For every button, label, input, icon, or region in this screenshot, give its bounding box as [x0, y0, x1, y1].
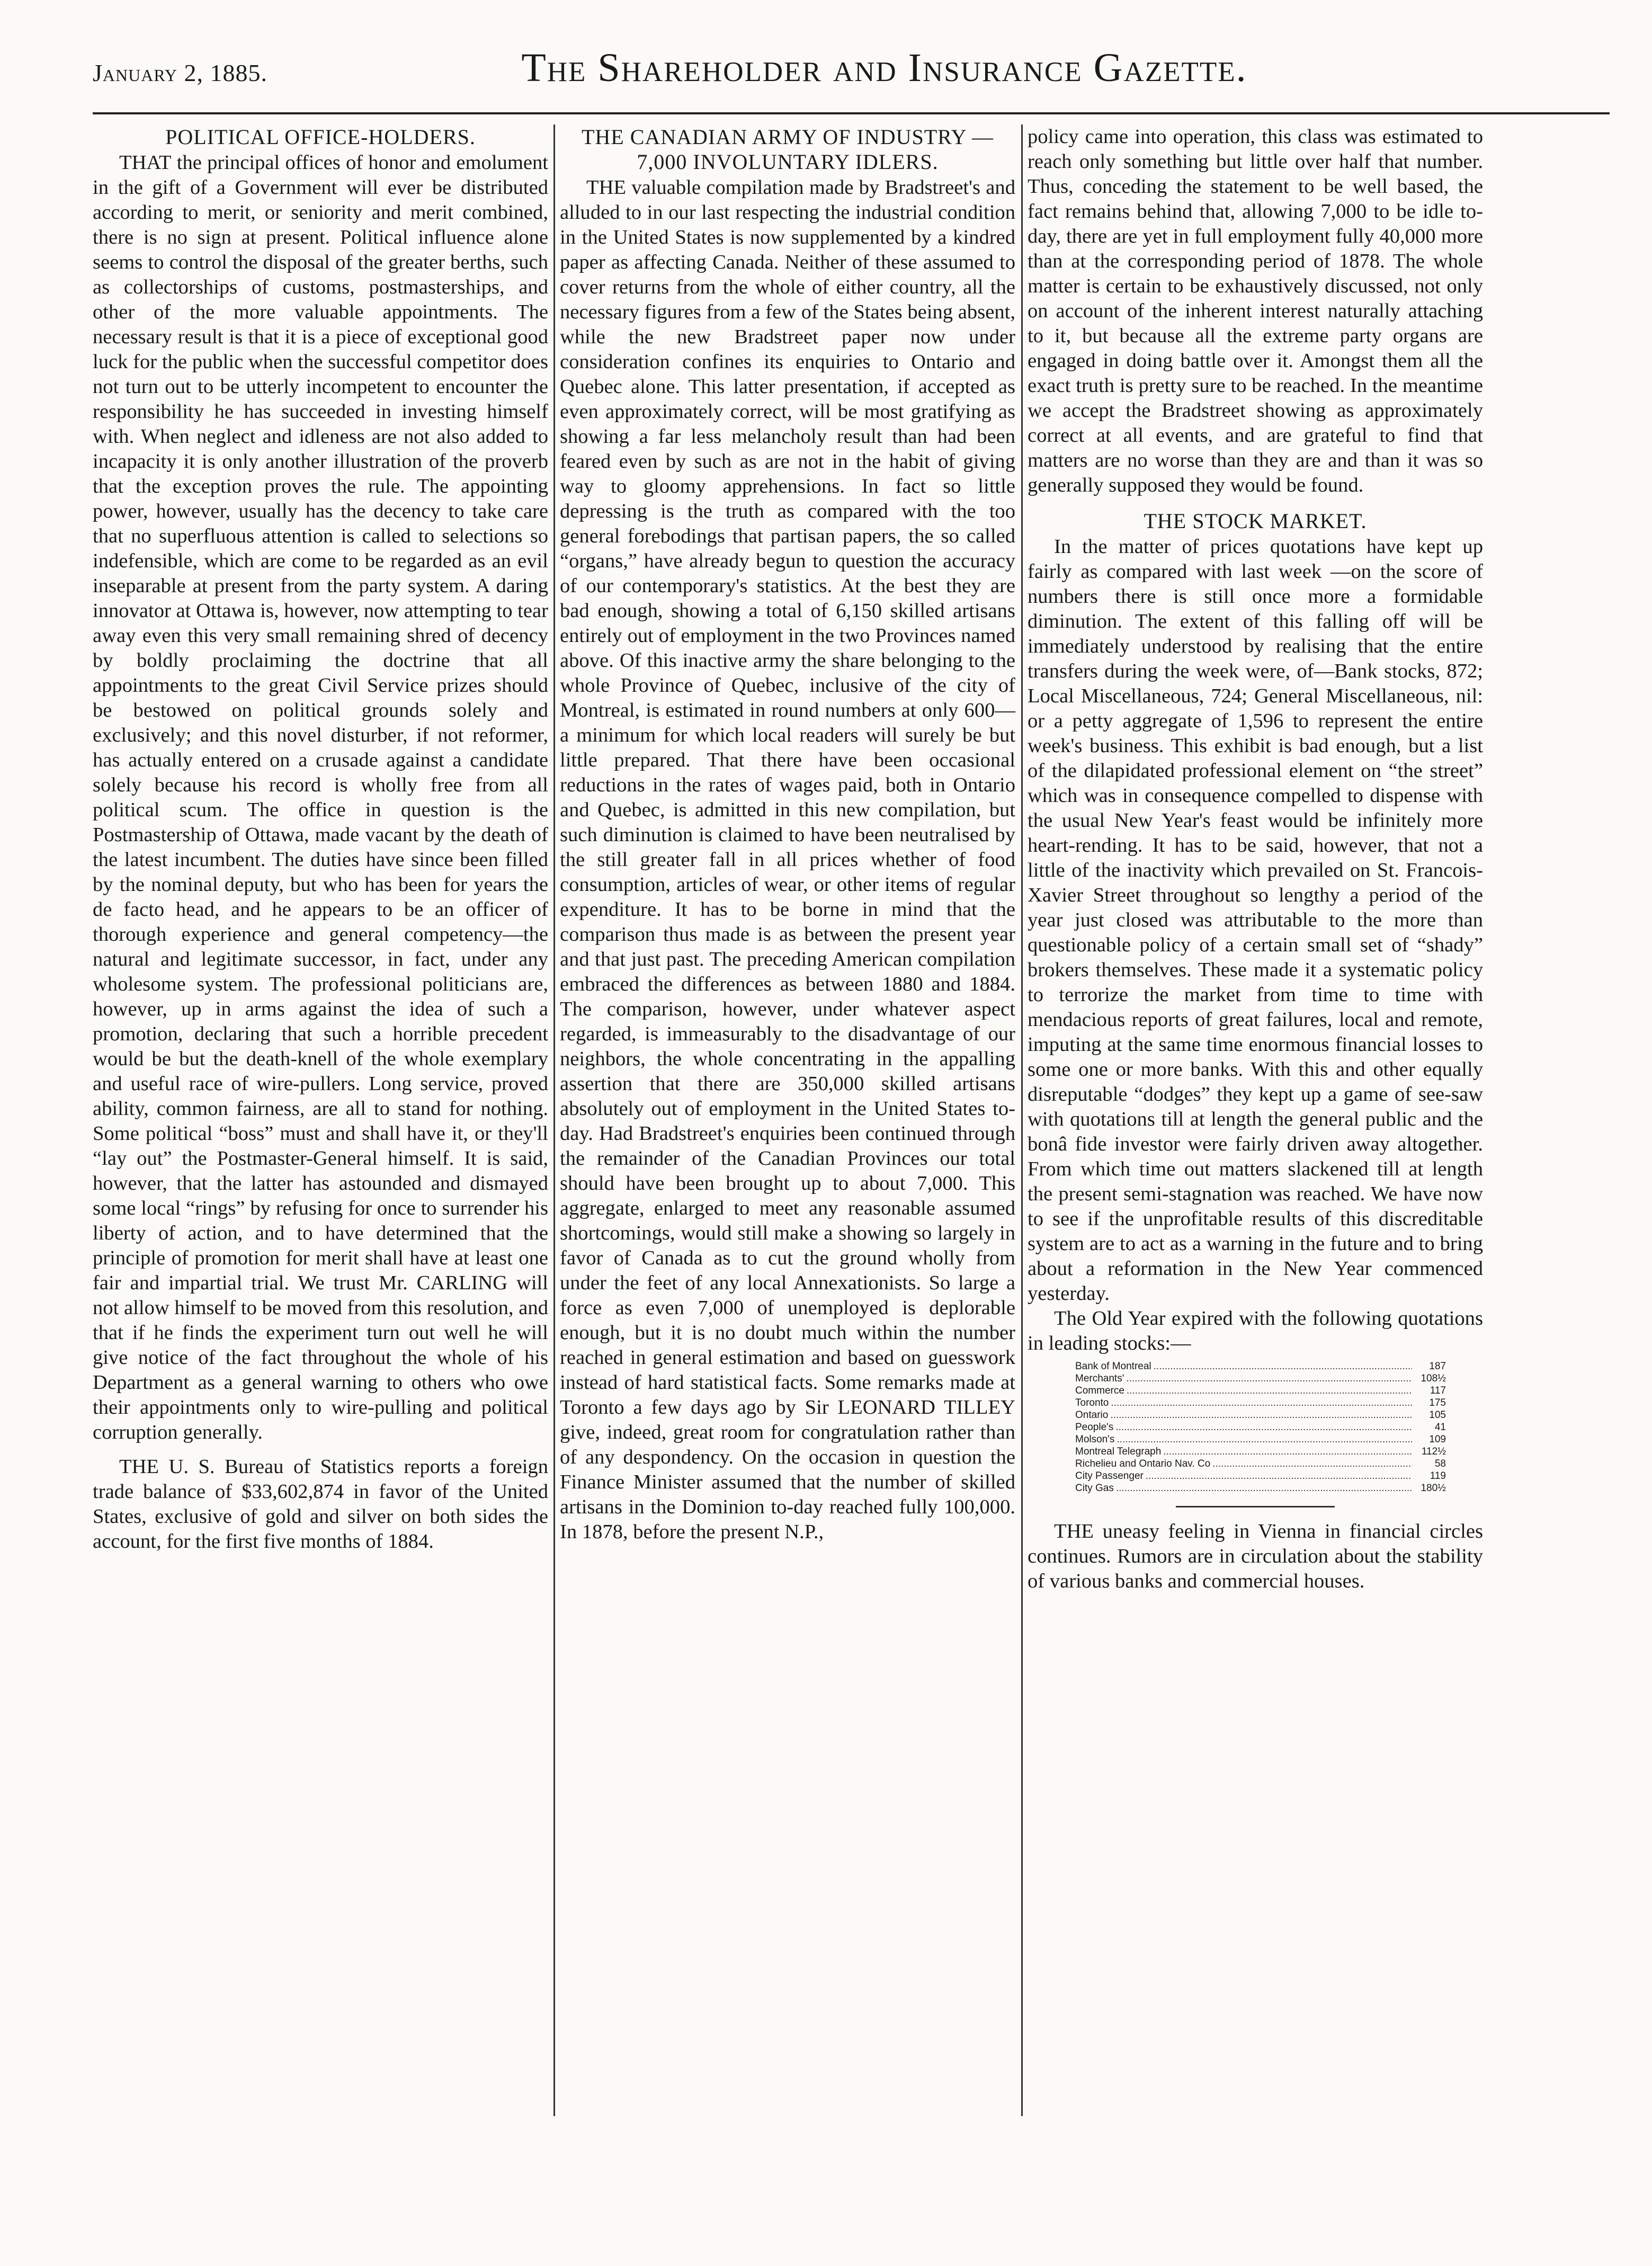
stock-name: City Passenger — [1075, 1470, 1144, 1482]
quotation-row — [1075, 1446, 1446, 1458]
article-body-army: THE valuable compilation made by Bradstreet's and alluded to in our last respecting the industrial condition in the United States is now supplemented by a kindred paper as affecting Canada. Neither of these assumed to cover returns from the whole of either country, all the necessary figures from a few of the States being absent, while the new Bradstreet paper now under consideration confines its enquiries to Ontario and Quebec alone. This latter presentation, if accepted as even approximately correct, will be most gratifying as showing a far less melancholy result than had been feared even by such as are not in the habit of giving way to gloomy apprehensions. In fact so little depressing is the truth as compared with the too general forebodings that partisan papers, the so called “organs,” have already begun to question the accuracy of our contemporary's statistics. At the best they are bad enough, showing a total of 6,150 skilled artisans entirely out of employment in the two Provinces named above. Of this inactive army the share belonging to the whole Province of Quebec, inclusive of the city of Montreal, is estimated in round numbers at only 600—a minimum for which local readers will surely be but little prepared. That there have been occasional reductions in the rates of wages paid, both in Ontario and Quebec, is admitted in this new compilation, but such diminution is claimed to have been neutralised by the still greater fall in all prices whether of food consumption, articles of wear, or other items of regular expenditure. It has to be borne in mind that the comparison thus made is as between the present year and that just past. The preceding American compilation embraced the differences as between 1880 and 1884. The comparison, however, under whatever aspect regarded, is immeasurably to the disadvantage of our neighbors, the whole concentrating in the appalling assertion that there are 350,000 skilled artisans absolutely out of employment in the United States to-day. Had Bradstreet's enquiries been continued through the remainder of the Canadian Provinces our total should have been brought up to about 7,000. This aggregate, enlarged to meet any reasonable assumed shortcomings, would still make a showing so largely in favor of Canada as to cut the ground wholly from under the feet of any local Annexationists. So large a force as even 7,000 of unemployed is deplorable enough, but it is no doubt much within the number reached in general estimation and based on guesswork instead of hard statistical facts. Some remarks made at Toronto a few days ago by Sir LEONARD TILLEY give, indeed, great room for congratulation rather than of any despondency. On the occasion in question the Finance Minister assumed that the number of skilled artisans in the Dominion to-day reached fully 100,000. In 1878, before the present N.P., — [560, 176, 1015, 1543]
quotation-row — [1075, 1360, 1446, 1372]
lead-word: THE — [119, 1456, 159, 1478]
column-2 — [560, 124, 1015, 1545]
stock-price: 41 — [1434, 1422, 1446, 1433]
leader-dots — [1163, 1446, 1412, 1458]
column-rule — [553, 124, 555, 2116]
lead-word: THE — [586, 176, 626, 199]
section-divider — [1176, 1506, 1335, 1507]
stock-price: 175 — [1429, 1397, 1446, 1408]
leader-dots — [1126, 1372, 1412, 1385]
stock-price: 105 — [1429, 1409, 1446, 1421]
leader-dots — [1115, 1421, 1412, 1433]
quotations-table — [1075, 1360, 1446, 1494]
quotation-row — [1075, 1421, 1446, 1433]
stock-name: City Gas — [1075, 1483, 1114, 1494]
issue-date: January 2, 1885. — [93, 59, 268, 86]
stock-price: 117 — [1430, 1385, 1446, 1396]
leader-dots — [1116, 1482, 1412, 1494]
quotation-row — [1075, 1470, 1446, 1482]
article-heading-army: THE CANADIAN ARMY OF INDUSTRY —7,000 INVOLUNTARY IDLERS. — [581, 125, 994, 174]
quotation-row — [1075, 1385, 1446, 1397]
article-body-stock: In the matter of prices quotations have kept up fairly as compared with last week —on the score of numbers there is still once more a formidable diminution. The extent of this falling off will be immediately understood by realising that the entire transfers during the week were, of—Bank stocks, 872; Local Miscellaneous, 724; General Miscellaneous, nil: or a petty aggregate of 1,596 to represent the entire week's business. This exhibit is bad enough, but a list of the dilapidated professional element on “the street” which was in consequence compelled to dispense with the usual New Year's feast would be infinitely more heart-rending. It has to be said, however, that not a little of the inactivity which prevailed on St. Francois-Xavier Street throughout so lengthy a period of the year just closed was attributable to the more than questionable policy of a certain small set of “shady” brokers themselves. These made it a systematic policy to terrorize the market from time to time with mendacious reports of great failures, local and remote, imputing at the same time enormous financial losses to some one or more banks. With this and other equally disreputable “dodges” they kept up a game of see-saw with quotations till at length the general public and the bonâ fide investor were fairly driven away altogether. From which time out matters slackened till at length the present semi-stagnation was reached. We have now to see if the unprofitable results of this discreditable system are to act as a warning in the future and to bring about a reformation in the New Year commenced yesterday. — [1028, 536, 1483, 1305]
leader-dots — [1212, 1458, 1412, 1470]
stock-price: 108½ — [1421, 1373, 1446, 1384]
quotation-row — [1075, 1397, 1446, 1409]
leader-dots — [1111, 1397, 1412, 1409]
lead-word: THAT — [119, 151, 172, 174]
stock-name: Commerce — [1075, 1385, 1124, 1396]
leader-dots — [1117, 1433, 1412, 1446]
stock-name: Richelieu and Ontario Nav. Co — [1075, 1458, 1211, 1469]
article-body-army-continued: policy came into operation, this class was estimated to reach only something but little over half that number. Thus, conceding the statement to be well based, the fact remains behind that, allowing 7,000 to be idle to-day, there are yet in full employment fully 40,000 more than at the corresponding period of 1878. The whole matter is certain to be exhaustively discussed, not only on account of the inherent interest naturally attaching to it, but because all the extreme party organs are engaged in doing battle over it. Amongst them all the exact truth is pretty sure to be reached. In the meantime we accept the Bradstreet showing as approximately correct at all events, and are grateful to find that matters are no worse than they are and than it was so generally supposed they would be found. — [1028, 126, 1483, 496]
leader-dots — [1146, 1470, 1412, 1482]
quotation-row — [1075, 1409, 1446, 1421]
bureau-note — [93, 1455, 548, 1554]
article-heading-stock: THE STOCK MARKET. — [1144, 509, 1367, 533]
stock-name: Montreal Telegraph — [1075, 1446, 1162, 1457]
quotation-row — [1075, 1458, 1446, 1470]
column-3 — [1028, 124, 1483, 1594]
stock-name: Merchants' — [1075, 1373, 1124, 1384]
stock-name: Toronto — [1075, 1397, 1109, 1408]
quotations-intro: The Old Year expired with the following quotations in leading stocks:— — [1028, 1307, 1483, 1354]
article-body-political: THAT the principal offices of honor and emolument in the gift of a Government will ever be distributed according to merit, or seniority and merit combined, there is no sign at present. Political influence alone seems to control the disposal of the greater berths, such as collectorships of customs, postmasterships, and other of the more valuable appointments. The necessary result is that it is a piece of exceptional good luck for the public when the successful competitor does not turn out to be utterly incompetent to encounter the responsibility he has succeeded in investing himself with. When neglect and idleness are not also added to incapacity it is only another illustration of the proverb that the exception proves the rule. The appointing power, however, usually has the decency to take care that no superfluous attention is called to selections so indefensible, which are come to be regarded as an evil inseparable at present from the party system. A daring innovator at Ottawa is, however, now attempting to tear away even this very small remaining shred of decency by boldly proclaiming the doctrine that all appointments to the great Civil Service prizes should be bestowed on political grounds solely and exclusively; and this novel disturber, if not reformer, has actually entered on a crusade against a candidate solely because his record is wholly free from all political scum. The office in question is the Postmastership of Ottawa, made vacant by the death of the latest incumbent. The duties have since been filled by the nominal deputy, but who has been for years the de facto head, and he appears to be an officer of thorough experience and general competency—the natural and legitimate successor, in fact, under any wholesome system. The professional politicians are, however, up in arms against the idea of such a promotion, declaring that such a horrible precedent would be but the death-knell of the whole exemplary and useful race of wire-pullers. Long service, proved ability, common fairness, are all to stand for nothing. Some political “boss” must and shall have it, or they'll “lay out” the Postmaster-General himself. It is said, however, that the latter has astounded and dismayed some local “rings” by refusing for once to surrender his liberty of action, and to have determined that the principle of promotion for merit shall have at least one fair and impartial trial. We trust Mr. CARLING will not allow himself to be moved from this resolution, and that if he finds the experiment turn out well he will give notice of the fact throughout the whole of his Department as a general warning to others who owe their appointments only to wire-pulling and political corruption generally. — [93, 151, 548, 1443]
stock-price: 58 — [1434, 1458, 1446, 1469]
stock-price: 109 — [1429, 1434, 1446, 1445]
article-heading-political: POLITICAL OFFICE-HOLDERS. — [165, 125, 476, 149]
stock-price: 180½ — [1421, 1483, 1446, 1494]
quotation-row — [1075, 1482, 1446, 1494]
vienna-note: THE uneasy feeling in Vienna in financial circles continues. Rumors are in circulation about the stability of various banks and commercial houses. — [1028, 1520, 1483, 1592]
column-rule — [1021, 124, 1023, 2116]
stock-name: People's — [1075, 1422, 1114, 1433]
leader-dots — [1154, 1360, 1412, 1372]
lead-word: THE — [1054, 1520, 1094, 1542]
masthead — [93, 45, 1559, 109]
stock-name: Molson's — [1075, 1434, 1115, 1445]
stock-price: 119 — [1430, 1470, 1446, 1482]
bureau-note-text: U. S. Bureau of Statistics reports a foreign trade balance of $33,602,874 in favor of the United States, exclusive of gold and silver on both sides the account, for the first five months of 1884. — [93, 1456, 548, 1553]
stock-price: 187 — [1429, 1361, 1446, 1372]
publication-title: The Shareholder and Insurance Gazette. — [521, 46, 1247, 90]
stock-name: Bank of Montreal — [1075, 1361, 1151, 1372]
stock-price: 112½ — [1421, 1446, 1446, 1457]
leader-dots — [1110, 1409, 1412, 1421]
leader-dots — [1127, 1385, 1412, 1397]
quotation-row — [1075, 1372, 1446, 1385]
masthead-rule — [93, 112, 1610, 114]
stock-name: Ontario — [1075, 1409, 1109, 1421]
column-1 — [93, 124, 548, 1554]
quotation-row — [1075, 1433, 1446, 1446]
